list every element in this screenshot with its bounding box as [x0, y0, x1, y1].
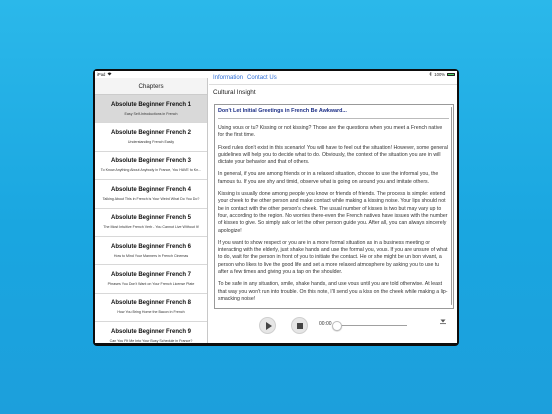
chapter-item[interactable]	[95, 180, 207, 208]
chapter-item[interactable]	[95, 123, 207, 151]
wifi-icon	[107, 72, 112, 77]
app-screen	[95, 71, 457, 343]
scrollbar[interactable]	[451, 107, 453, 305]
play-icon	[266, 322, 272, 330]
chapter-item[interactable]	[95, 265, 207, 293]
audio-player	[209, 311, 457, 343]
chapter-title: Absolute Beginner French 9	[110, 328, 191, 335]
battery-percent: 100%	[434, 72, 445, 77]
contact-us-link[interactable]: Contact Us	[247, 75, 277, 81]
chapter-subtitle: Can You Fit Me Into Your Busy Schedule in France?	[109, 338, 193, 343]
chapter-item[interactable]	[95, 294, 207, 322]
article-body	[218, 125, 449, 303]
chapters-sidebar	[95, 78, 208, 343]
chapter-title: Absolute Beginner French 2	[110, 130, 191, 137]
article-scroll-area[interactable]	[214, 104, 454, 309]
chapter-item[interactable]	[95, 322, 207, 343]
article-title: Don't Let Initial Greetings in French Be Awkward...	[218, 108, 449, 119]
chapter-subtitle: Talking About This in French is Your Weird What Do You Do?	[102, 196, 200, 201]
carrier-label: iPad	[97, 72, 106, 77]
article-paragraph: In general, if you are among friends or in a relaxed situation, choose to use the informal you, the famous tu. If you are shy and timid, observe what is going on around you and imitate others.	[218, 171, 439, 185]
chapter-subtitle: Phrases You Don't Want on Your French License Plate	[107, 282, 195, 287]
chapter-item[interactable]	[95, 152, 207, 180]
chapter-item[interactable]	[95, 209, 207, 237]
chapter-title: Absolute Beginner French 1	[110, 101, 191, 108]
nav-divider	[209, 84, 457, 85]
time-label: 00:00	[319, 321, 332, 327]
stop-icon	[297, 323, 303, 329]
stop-button[interactable]	[291, 317, 308, 334]
chapter-subtitle: To Know Anything About Anybody in France, You HAVE to Kn...	[100, 168, 202, 173]
section-title: Cultural Insight	[213, 89, 256, 96]
chapter-subtitle: Understanding French Easily	[127, 140, 175, 145]
sidebar-header: Chapters	[95, 78, 207, 95]
progress-slider[interactable]	[337, 325, 407, 326]
play-button[interactable]	[259, 317, 276, 334]
chapter-title: Absolute Beginner French 6	[110, 243, 191, 250]
top-nav	[213, 75, 277, 81]
article-paragraph: To be safe in any situation, smile, shake hands, and use vous until you are told otherwise. At least that way you won't run into trouble. On this note, I'll send you a kiss on the cheek while making a lip-smacking noise!	[218, 281, 448, 302]
article-paragraph: Using vous or tu? Kissing or not kissing? Those are the questions when you meet a French native for the first time.	[218, 125, 443, 139]
main-panel	[209, 71, 457, 343]
information-link[interactable]: Information	[213, 75, 244, 81]
chapter-subtitle: Easy Self-Introductions in French	[124, 111, 178, 116]
chapter-title: Absolute Beginner French 8	[110, 300, 191, 307]
download-icon[interactable]	[439, 312, 447, 320]
slider-knob[interactable]	[332, 321, 342, 331]
chapter-list	[95, 95, 207, 343]
chapter-title: Absolute Beginner French 5	[110, 215, 191, 222]
chapter-subtitle: The Most Intuitive French Verb - You Cannot Live Without It!	[103, 225, 199, 230]
chapter-title: Absolute Beginner French 3	[110, 158, 191, 165]
article-paragraph: Kissing is usually done among people you know or friends of friends. The process is simple: extend your cheek to the other person and make contact while making a kissing noise. Your lips should not be in contact with the other person's cheek. The usual number of kisses is two but may vary up to four, according to the region. No worries there-even the French natives have issues with the number of kisses to give. So simply ask or let the other person guide you. After all, you can always sincerely apologize!	[218, 191, 448, 234]
chapter-item[interactable]	[95, 95, 207, 123]
chapter-subtitle: How to Mind Your Manners in French Cinemas	[113, 253, 189, 258]
chapter-title: Absolute Beginner French 4	[110, 186, 191, 193]
chapter-title: Absolute Beginner French 7	[110, 272, 191, 279]
article-paragraph: Fixed rules don't exist in this scenario! You will have to feel out the situation! However, some general guidelines will help you to decide what to do. Obviously, the context of the situation you are in will dictate your behavior and that of others.	[218, 144, 448, 166]
article-paragraph: If you want to show respect or you are in a more formal situation as in a business meeting or interacting with the elderly, just shake hands and use the formal you, vous. If you are unsure of what to do, wait for the person in front of you to initiate the contact. He or she might be un bon vivant, a person who likes to live the good life and set a more relaxed atmosphere by asking you to use tu after a few times and giving you a tap on the shoulder.	[218, 239, 448, 276]
chapter-subtitle: How You Bring Home the Bacon in French	[117, 310, 185, 315]
chapter-item[interactable]	[95, 237, 207, 265]
